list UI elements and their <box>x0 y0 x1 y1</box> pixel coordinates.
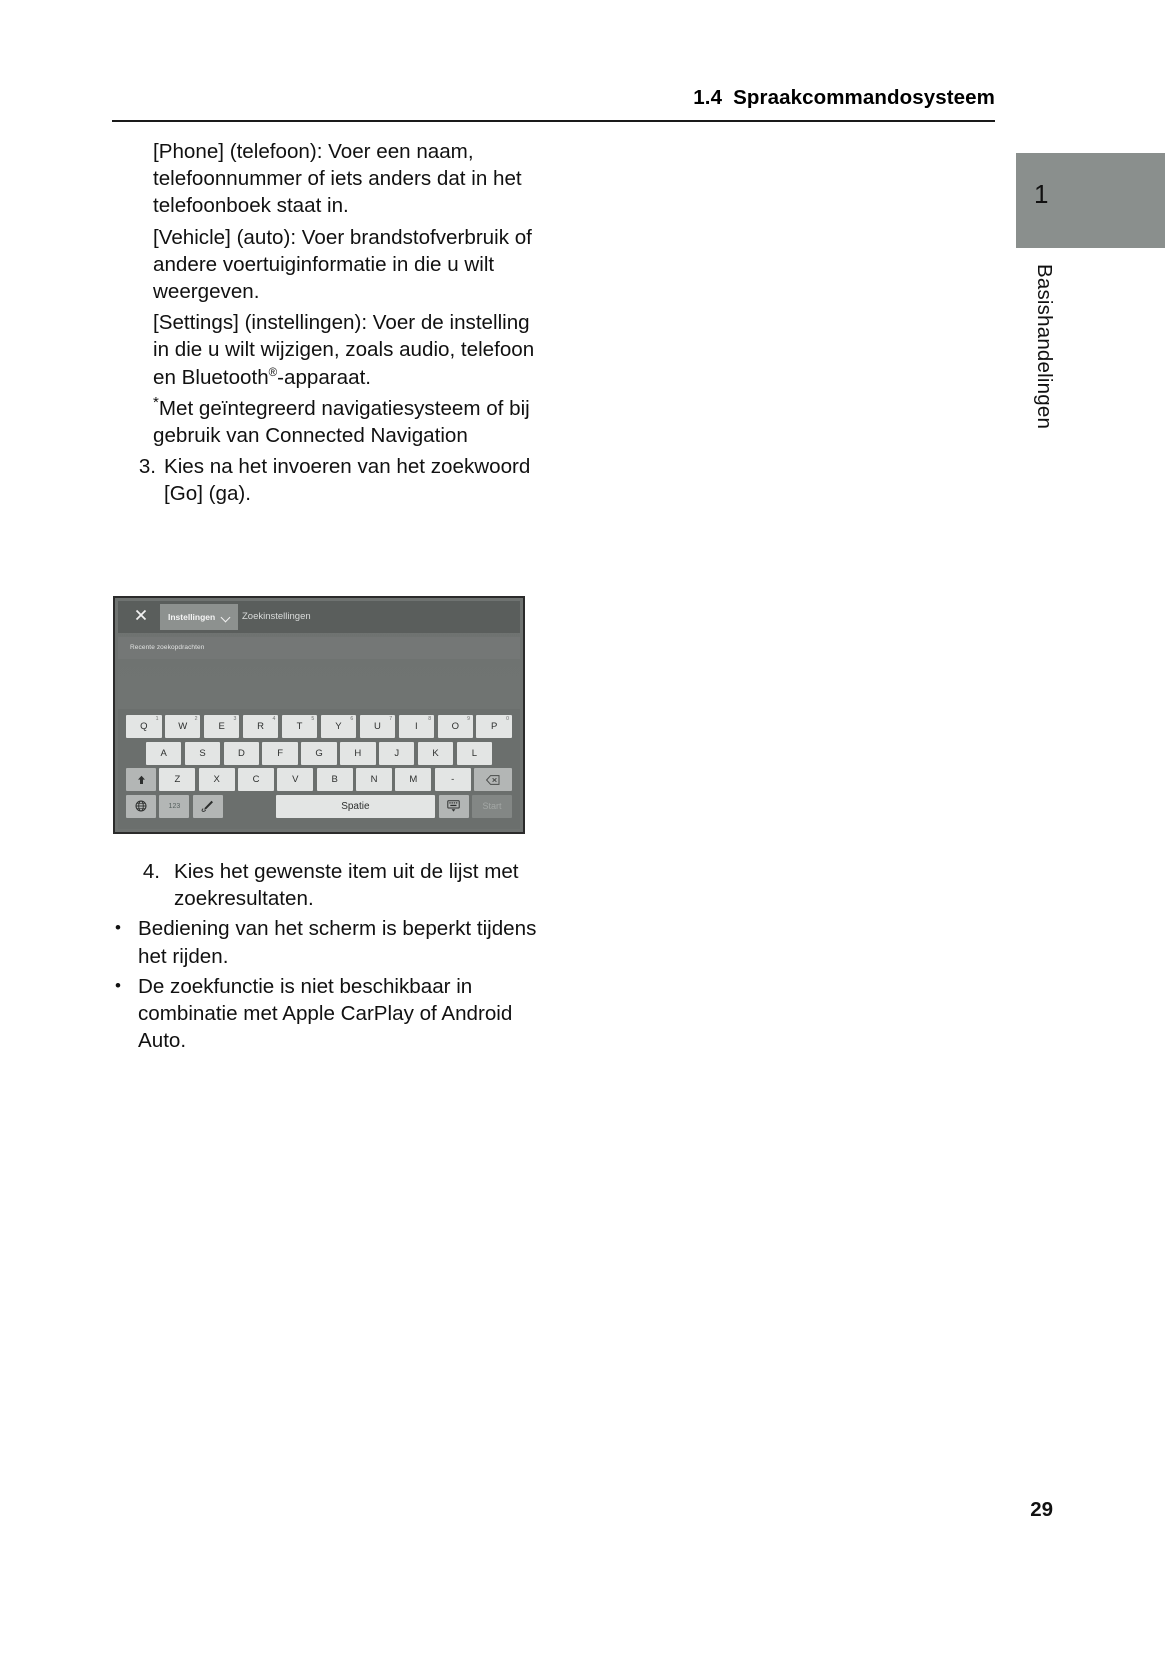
on-screen-keyboard <box>118 709 520 829</box>
numeric-mode-key[interactable]: 123 <box>159 795 189 818</box>
step-text-4: Kies het gewenste item uit de lijst met zoekresultaten. <box>174 860 519 911</box>
body-content-lower <box>112 858 542 1057</box>
chevron-down-icon <box>222 613 231 622</box>
footnote-body: Met geïntegreerd navigatiesysteem of bij gebruik van Connected Navigation <box>153 396 530 448</box>
footnote-navigation <box>112 395 542 449</box>
key-c[interactable]: C <box>238 768 274 791</box>
bullet-dot-icon: • <box>115 975 121 995</box>
chapter-number: 1 <box>1034 179 1049 209</box>
figure-keyboard-screenshot <box>113 596 525 834</box>
key-o[interactable] <box>438 715 474 738</box>
screen-topbar <box>118 601 520 633</box>
list-item-bullet-2 <box>112 973 542 1055</box>
page-title <box>693 86 995 110</box>
infotainment-screen <box>118 601 520 829</box>
header-divider <box>112 120 995 122</box>
recent-searches-label: Recente zoekopdrachten <box>130 644 205 651</box>
keyboard-row-3 <box>126 768 512 791</box>
key-z[interactable]: Z <box>159 768 195 791</box>
list-item-step-3 <box>112 453 542 507</box>
footnote-asterisk: * <box>153 393 159 411</box>
section-title: Spraakcommandosysteem <box>733 86 995 109</box>
key-t[interactable] <box>282 715 318 738</box>
key-superscript: 5 <box>311 716 315 722</box>
backspace-icon[interactable] <box>474 768 512 791</box>
handwriting-pen-icon[interactable] <box>193 795 223 818</box>
key-r[interactable] <box>243 715 279 738</box>
keyboard-row-2 <box>126 742 512 765</box>
key-label: O <box>451 721 459 732</box>
key-i[interactable] <box>399 715 435 738</box>
key-superscript: 9 <box>467 716 471 722</box>
paragraph-settings <box>112 309 542 391</box>
page-number: 29 <box>1030 1498 1053 1521</box>
key-a[interactable]: A <box>146 742 181 765</box>
key-h[interactable]: H <box>340 742 375 765</box>
settings-dropdown-label: Instellingen <box>168 612 216 622</box>
key-label: E <box>218 721 225 732</box>
step-number-4: 4. <box>142 860 160 883</box>
bullet-text-1: Bediening van het scherm is beperkt tijdens het rijden. <box>138 917 537 968</box>
bullet-text-2: De zoekfunctie is niet beschikbaar in combinatie met Apple CarPlay of Android Auto. <box>138 974 513 1053</box>
step-text-3: Kies na het invoeren van het zoekwoord [Go] (ga). <box>164 455 531 506</box>
key-s[interactable]: S <box>185 742 220 765</box>
section-number: 1.4 <box>693 86 723 109</box>
globe-icon[interactable] <box>126 795 156 818</box>
key-m[interactable]: M <box>395 768 431 791</box>
key-hyphen[interactable]: - <box>435 768 471 791</box>
paragraph-settings-suffix: -apparaat. <box>277 365 372 389</box>
registered-trademark-symbol: ® <box>268 366 278 379</box>
keyboard-row-1 <box>126 715 512 738</box>
key-g[interactable]: G <box>301 742 336 765</box>
key-w[interactable] <box>165 715 201 738</box>
key-superscript: 8 <box>428 716 432 722</box>
key-label: Q <box>140 721 148 732</box>
key-label: T <box>296 721 303 732</box>
key-superscript: 7 <box>389 716 393 722</box>
space-key[interactable]: Spatie <box>276 795 436 818</box>
key-v[interactable]: V <box>277 768 313 791</box>
keyboard-spacer <box>226 795 272 818</box>
chapter-thumb-tab <box>1016 153 1165 248</box>
paragraph-vehicle: [Vehicle] (auto): Voer brandstofverbruik of andere voertuiginformatie in die u wilt weergeven. <box>153 225 532 304</box>
bullet-dot-icon: • <box>115 918 121 938</box>
key-label: U <box>373 721 381 732</box>
paragraph-phone: [Phone] (telefoon): Voer een naam, telefoonnummer of iets anders dat in het telefoonboek staat in. <box>153 140 522 218</box>
chapter-label: Basishandelingen <box>1033 264 1056 430</box>
key-u[interactable] <box>360 715 396 738</box>
step-number-3: 3. <box>138 455 156 479</box>
key-p[interactable] <box>476 715 512 738</box>
key-b[interactable]: B <box>317 768 353 791</box>
key-n[interactable]: N <box>356 768 392 791</box>
key-j[interactable]: J <box>379 742 414 765</box>
key-label: Y <box>335 721 342 732</box>
keyboard-row-4 <box>126 795 512 818</box>
key-label: P <box>491 721 498 732</box>
hide-keyboard-icon[interactable] <box>439 795 469 818</box>
key-superscript: 2 <box>194 716 198 722</box>
start-key[interactable]: Start <box>472 795 512 818</box>
key-k[interactable]: K <box>418 742 453 765</box>
key-label: W <box>178 721 188 732</box>
key-superscript: 0 <box>506 716 509 722</box>
key-q[interactable] <box>126 715 162 738</box>
key-superscript: 6 <box>350 716 354 722</box>
key-superscript: 4 <box>272 716 276 722</box>
settings-dropdown-button[interactable] <box>160 604 238 630</box>
key-d[interactable]: D <box>224 742 259 765</box>
key-f[interactable]: F <box>262 742 297 765</box>
paragraph-settings-text: [Settings] (instellingen): Voer de instelling in die u wilt wijzigen, zoals audio, telefoon en Bluetooth <box>153 311 535 389</box>
list-item-step-4 <box>112 858 542 912</box>
key-x[interactable]: X <box>199 768 235 791</box>
shift-up-arrow-icon[interactable] <box>126 768 156 791</box>
search-settings-tab[interactable]: Zoekinstellingen <box>242 611 311 622</box>
key-label: I <box>415 721 418 732</box>
key-y[interactable] <box>321 715 357 738</box>
page-header <box>0 86 1165 130</box>
close-icon[interactable] <box>135 609 149 623</box>
key-e[interactable] <box>204 715 240 738</box>
key-l[interactable]: L <box>457 742 492 765</box>
key-superscript: 1 <box>155 716 159 722</box>
body-content <box>112 138 542 511</box>
key-label: R <box>257 721 265 732</box>
key-superscript: 3 <box>233 716 237 722</box>
list-item-bullet-1 <box>112 915 542 969</box>
